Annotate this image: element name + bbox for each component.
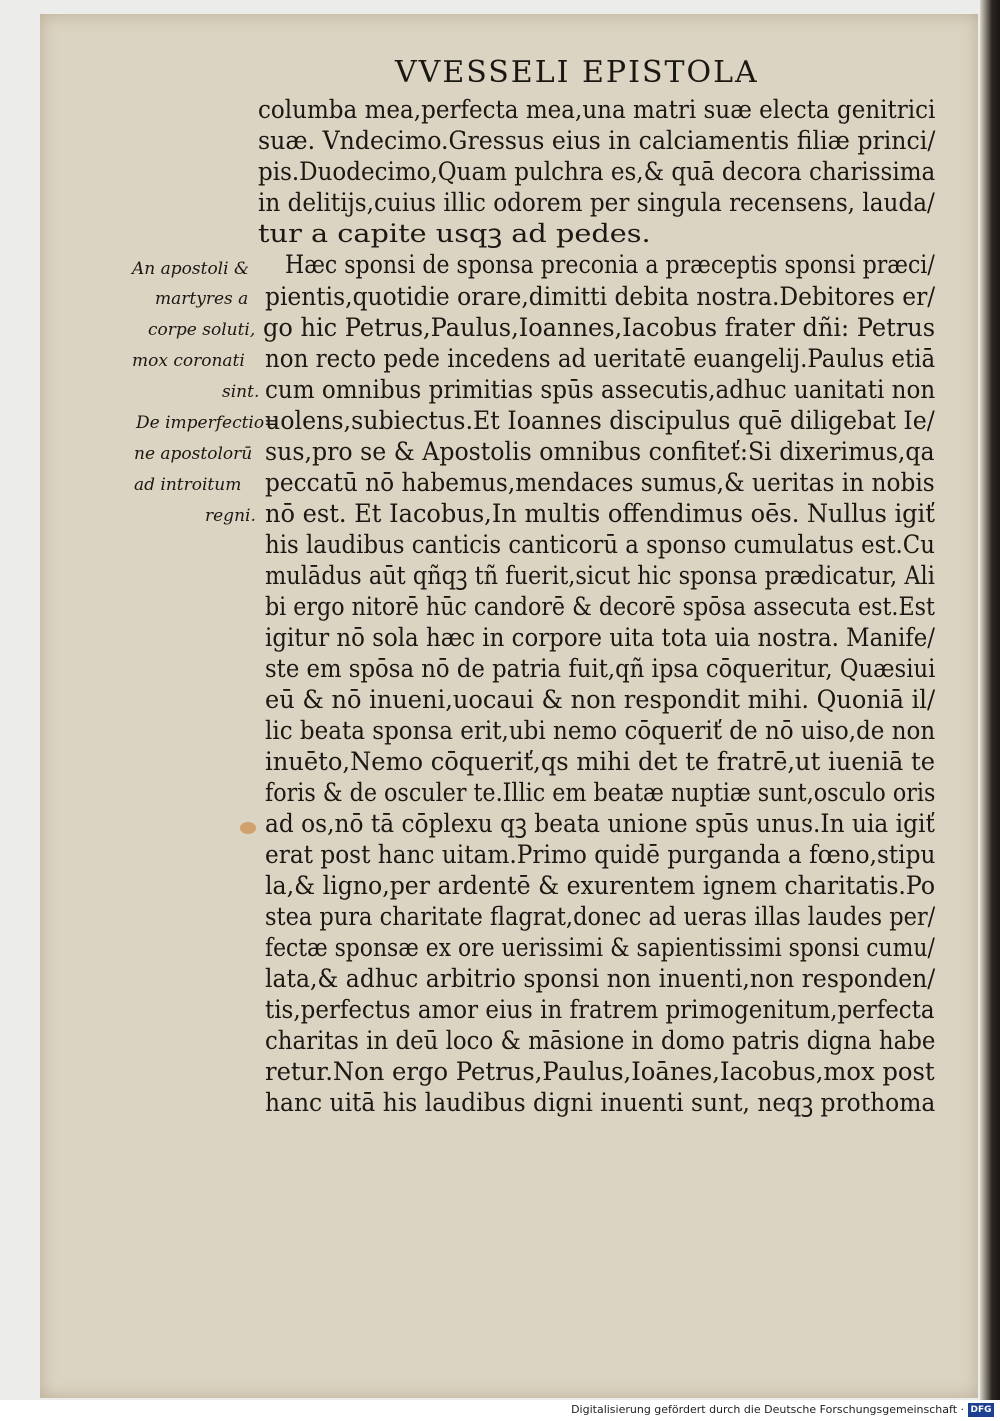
running-header: VVESSELI EPISTOLA — [395, 55, 759, 90]
text-line: cum omnibus primitias spūs assecutis,adhuc uanitati non — [265, 375, 936, 404]
text-line: columba mea,perfecta mea,una matri suæ electa genitrici — [258, 95, 936, 124]
footer-bar — [0, 1400, 1000, 1421]
margin-note: An apostoli & — [132, 259, 250, 279]
text-line: nō est. Et Iacobus,In multis offendimus oēs. Nullus igiť — [265, 499, 935, 528]
margin-note: mox coronati — [132, 351, 245, 371]
margin-note: regni. — [205, 506, 256, 526]
book-spine-edge — [980, 0, 1000, 1400]
text-line: non recto pede incedens ad ueritatē euangelij.Paulus etiā — [265, 344, 936, 373]
text-line: Hæc sponsi de sponsa preconia a præceptis sponsi præci/ — [285, 250, 935, 279]
text-line: lic beata sponsa erit,ubi nemo cōqueriť de nō uiso,de non — [265, 716, 936, 745]
text-line: ad os,nō tā cōplexu qꝫ beata unione spūs unus.In uia igiť — [265, 809, 935, 838]
text-line: eū & nō inueni,uocaui & non respondit mihi. Quoniā il/ — [265, 685, 936, 714]
margin-note: sint. — [222, 382, 260, 402]
text-line: inuēto,Nemo cōqueriť,qs mihi det te fratrē,ut iueniā te — [265, 747, 936, 776]
margin-note: corpe soluti, — [148, 320, 256, 340]
funding-credit: Digitalisierung gefördert durch die Deutsche Forschungsgemeinschaft · — [571, 1403, 964, 1416]
text-line: go hic Petrus,Paulus,Ioannes,Iacobus frater dñi: Petrus — [263, 313, 936, 342]
margin-note: De imperfectio= — [136, 413, 279, 433]
text-line: pis.Duodecimo,Quam pulchra es,& quā decora charissima — [258, 157, 936, 186]
text-line: fectæ sponsæ ex ore uerissimi & sapientissimi sponsi cumu/ — [265, 933, 935, 962]
text-line: charitas in deū loco & māsione in domo patris digna habe — [265, 1026, 936, 1055]
text-line: in delitijs,cuius illic odorem per singula recensens, lauda/ — [258, 188, 935, 217]
text-line: peccatū nō habemus,mendaces sumus,& ueritas in nobis — [265, 468, 935, 497]
text-line: his laudibus canticis canticorū a sponso cumulatus est.Cu — [265, 530, 935, 559]
dfg-logo: DFG — [968, 1403, 994, 1417]
text-line: erat post hanc uitam.Primo quidē purganda a fœno,stipu — [265, 840, 936, 869]
text-line: tis,perfectus amor eius in fratrem primogenitum,perfecta — [265, 995, 935, 1024]
text-line: igitur nō sola hæc in corpore uita tota uia nostra. Manife/ — [265, 623, 935, 652]
text-line: lata,& adhuc arbitrio sponsi non inuenti,non responden/ — [265, 964, 936, 993]
text-line: la,& ligno,per ardentē & exurentem ignem charitatis.Po — [265, 871, 936, 900]
text-line: tur a capite usqꝫ ad pedes. — [258, 219, 651, 248]
text-line: retur.Non ergo Petrus,Paulus,Ioānes,Iacobus,mox post — [265, 1057, 935, 1086]
margin-note: martyres a — [155, 289, 249, 309]
margin-note: ne apostolorū — [134, 444, 253, 464]
text-line: mulādus aūt qñqꝫ tñ fuerit,sicut hic sponsa prædicatur, Ali — [265, 561, 935, 590]
margin-note: ad introitum — [134, 475, 242, 495]
text-line: hanc uitā his laudibus digni inuenti sunt, neqꝫ prothoma — [265, 1088, 936, 1117]
text-line: ste em spōsa nō de patria fuit,qñ ipsa cōqueritur, Quæsiui — [265, 654, 936, 683]
text-line: foris & de osculer te.Illic em beatæ nuptiæ sunt,osculo oris — [265, 778, 936, 807]
text-line: uolens,subiectus.Et Ioannes discipulus quē diligebat Ie/ — [265, 406, 935, 435]
text-line: bi ergo nitorē hūc candorē & decorē spōsa assecuta est.Est — [265, 592, 935, 621]
page-stain — [240, 822, 256, 834]
text-line: sus,pro se & Apostolis omnibus confiteť:Si dixerimus,qa — [265, 437, 935, 466]
text-line: pientis,quotidie orare,dimitti debita nostra.Debitores er/ — [265, 282, 936, 311]
text-line: suæ. Vndecimo.Gressus eius in calciamentis filiæ princi/ — [258, 126, 936, 155]
text-line: stea pura charitate flagrat,donec ad ueras illas laudes per/ — [265, 902, 936, 931]
